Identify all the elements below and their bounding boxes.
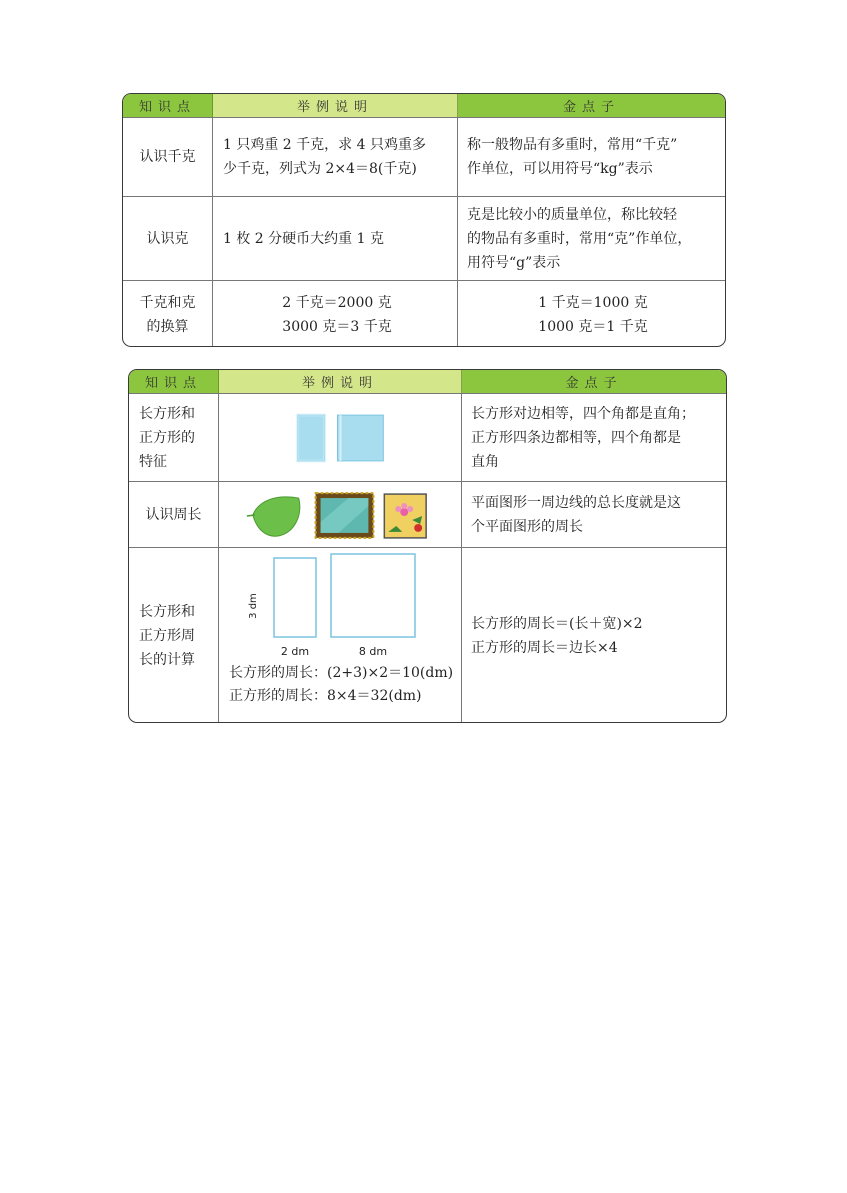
knowledge-point-line: 千克和克 <box>139 294 196 311</box>
leaf-icon <box>247 496 300 535</box>
tip-cell <box>458 281 725 347</box>
knowledge-point <box>129 548 219 723</box>
knowledge-point-line: 的换算 <box>146 318 189 335</box>
tip-cell <box>462 548 726 723</box>
tip-line: 平面图形一周边线的总长度就是这 <box>471 494 681 511</box>
example-cell <box>213 281 458 347</box>
header-tip: 金点子 <box>462 370 726 393</box>
example-cell <box>219 394 462 481</box>
tip-line: 个平面图形的周长 <box>471 518 583 535</box>
tip-cell <box>458 118 725 196</box>
example-cell <box>219 548 462 723</box>
table-header <box>123 94 725 117</box>
tip-line: 克是比较小的质量单位，称比较轻 <box>467 206 677 223</box>
knowledge-point-line: 长的计算 <box>139 652 195 668</box>
tip-cell <box>462 482 726 547</box>
example-line: 少千克，列式为 2×4＝8(千克) <box>223 161 417 177</box>
tip-line: 直角 <box>471 453 499 470</box>
table-row <box>129 481 726 547</box>
knowledge-point: 认识克 <box>123 197 213 280</box>
header-knowledge-point: 知识点 <box>123 94 213 117</box>
example-cell <box>219 482 462 547</box>
table-row <box>123 196 725 280</box>
example-line: 2 千克＝2000 克 <box>282 294 392 311</box>
tip-cell <box>462 394 726 481</box>
tip-line: 1000 克＝1 千克 <box>538 318 648 335</box>
shapes-illustration <box>219 394 461 482</box>
square-diagram <box>331 554 415 637</box>
knowledge-table-mass <box>122 93 726 347</box>
example-line: 1 枚 2 分硬币大约重 1 克 <box>223 230 384 247</box>
header-example: 举例说明 <box>219 370 462 393</box>
header-knowledge-point: 知识点 <box>129 370 219 393</box>
knowledge-point: 认识周长 <box>129 482 219 547</box>
rectangle-diagram <box>274 558 316 637</box>
tip-line: 长方形的周长＝(长＋宽)×2 <box>471 616 643 632</box>
tip-line: 长方形对边相等，四个角都是直角； <box>471 405 695 422</box>
header-example: 举例说明 <box>213 94 458 117</box>
square-side-label: 8 dm <box>358 645 388 658</box>
example-line: 长方形的周长：(2+3)×2＝10(dm) <box>229 665 454 681</box>
height-label: 3 dm <box>248 593 259 619</box>
tip-cell <box>458 197 725 280</box>
example-line: 1 只鸡重 2 千克，求 4 只鸡重多 <box>223 137 426 153</box>
square-shape-icon <box>338 415 384 461</box>
knowledge-point: 认识千克 <box>123 118 213 196</box>
table-row <box>123 117 725 196</box>
knowledge-table-shapes <box>128 369 727 723</box>
table-row <box>129 393 726 481</box>
table-header <box>129 370 726 393</box>
flower-card-icon <box>384 494 426 538</box>
table-row <box>123 280 725 347</box>
tip-line: 用符号“g”表示 <box>467 254 561 271</box>
knowledge-point-line: 长方形和 <box>139 405 195 422</box>
tip-line: 正方形的周长＝边长×4 <box>471 640 618 656</box>
framed-picture-icon <box>316 493 374 538</box>
tip-line: 作单位，可以用符号“kg”表示 <box>467 161 653 177</box>
table-row <box>129 547 726 723</box>
knowledge-point-line: 正方形的 <box>139 429 195 446</box>
knowledge-point <box>129 394 219 481</box>
calculation-lines <box>229 662 453 708</box>
example-cell <box>213 197 458 280</box>
knowledge-point-line: 正方形周 <box>139 628 195 644</box>
rectangle-shape-icon <box>298 415 325 461</box>
knowledge-point-line: 特征 <box>139 453 167 470</box>
rect-width-label: 2 dm <box>280 645 310 658</box>
header-tip: 金点子 <box>458 94 725 117</box>
knowledge-point-line: 长方形和 <box>139 604 195 620</box>
tip-line: 称一般物品有多重时，常用“千克” <box>467 137 678 153</box>
example-cell <box>213 118 458 196</box>
example-line: 正方形的周长：8×4＝32(dm) <box>229 688 422 704</box>
example-line: 3000 克＝3 千克 <box>282 318 392 335</box>
tip-line: 1 千克＝1000 克 <box>538 294 648 311</box>
knowledge-point <box>123 281 213 347</box>
perimeter-illustration <box>219 482 461 548</box>
tip-line: 的物品有多重时，常用“克”作单位， <box>467 230 692 247</box>
tip-line: 正方形四条边都相等，四个角都是 <box>471 429 681 446</box>
